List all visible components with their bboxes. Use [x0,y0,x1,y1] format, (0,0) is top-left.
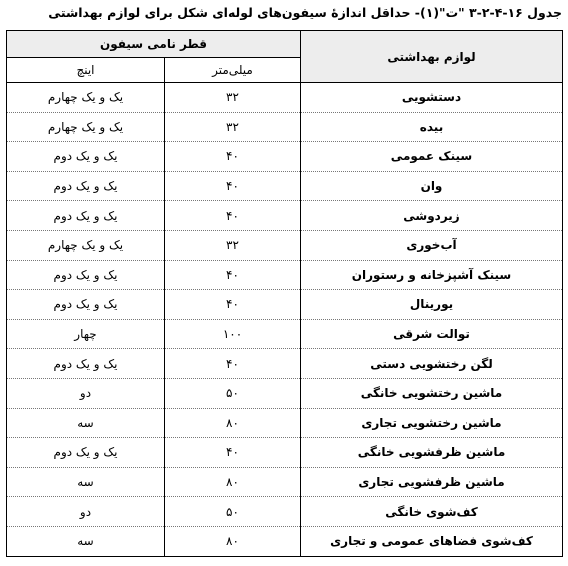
header-fixture: لوازم بهداشتی [301,31,563,83]
inch-cell: یک و یک دوم [7,142,165,172]
fixture-cell: وان [301,171,563,201]
fixture-cell: کف‌شوی فضاهای عمومی و تجاری [301,526,563,556]
mm-cell: ۵۰ [165,378,301,408]
mm-cell: ۵۰ [165,497,301,527]
inch-cell: یک و یک دوم [7,201,165,231]
table-row [7,290,563,320]
inch-cell: یک و یک دوم [7,438,165,468]
fixture-cell: ماشین ظرفشویی تجاری [301,467,563,497]
fixture-cell: دستشویی [301,83,563,113]
mm-cell: ۴۰ [165,260,301,290]
table-row [7,497,563,527]
inch-cell: دو [7,378,165,408]
table-row [7,526,563,556]
fixture-cell: ماشین ظرفشویی خانگی [301,438,563,468]
inch-cell: یک و یک دوم [7,260,165,290]
fixture-cell: آب‌خوری [301,230,563,260]
table-body [7,83,563,557]
fixture-cell: زیردوشی [301,201,563,231]
table-row [7,171,563,201]
table-row [7,230,563,260]
fixture-cell: لگن رختشویی دستی [301,349,563,379]
mm-cell: ۴۰ [165,438,301,468]
mm-cell: ۴۰ [165,201,301,231]
mm-cell: ۳۲ [165,230,301,260]
table-row [7,83,563,113]
inch-cell: سه [7,526,165,556]
table-row [7,378,563,408]
mm-cell: ۴۰ [165,290,301,320]
header-inch: اینچ [7,58,165,83]
inch-cell: یک و یک دوم [7,171,165,201]
mm-cell: ۸۰ [165,526,301,556]
table-row [7,319,563,349]
fixture-cell: سینک عمومی [301,142,563,172]
inch-cell: چهار [7,319,165,349]
table-caption: جدول ۱۶-۴-۲-۳ "ت"(۱)- حداقل اندازهٔ سیفون‌های لوله‌ای شکل برای لوازم بهداشتی [48,5,562,20]
table-row [7,112,563,142]
header-mm: میلی‌متر [165,58,301,83]
inch-cell: سه [7,408,165,438]
inch-cell: دو [7,497,165,527]
mm-cell: ۸۰ [165,467,301,497]
table-row [7,260,563,290]
inch-cell: سه [7,467,165,497]
inch-cell: یک و یک چهارم [7,230,165,260]
inch-cell: یک و یک چهارم [7,112,165,142]
fixture-cell: سینک آشپزخانه و رستوران [301,260,563,290]
fixture-cell: یورینال [301,290,563,320]
table-row [7,142,563,172]
table-row [7,349,563,379]
trap-size-table [6,30,563,557]
table-row [7,201,563,231]
header-nominal-diameter: قطر نامی سیفون [7,31,301,58]
mm-cell: ۳۲ [165,83,301,113]
mm-cell: ۸۰ [165,408,301,438]
mm-cell: ۳۲ [165,112,301,142]
inch-cell: یک و یک دوم [7,349,165,379]
mm-cell: ۱۰۰ [165,319,301,349]
table-row [7,467,563,497]
fixture-cell: کف‌شوی خانگی [301,497,563,527]
fixture-cell: توالت شرقی [301,319,563,349]
fixture-cell: ماشین رختشویی خانگی [301,378,563,408]
inch-cell: یک و یک چهارم [7,83,165,113]
mm-cell: ۴۰ [165,171,301,201]
mm-cell: ۴۰ [165,349,301,379]
fixture-cell: بیده [301,112,563,142]
mm-cell: ۴۰ [165,142,301,172]
table-row [7,408,563,438]
inch-cell: یک و یک دوم [7,290,165,320]
table-row [7,438,563,468]
fixture-cell: ماشین رختشویی تجاری [301,408,563,438]
